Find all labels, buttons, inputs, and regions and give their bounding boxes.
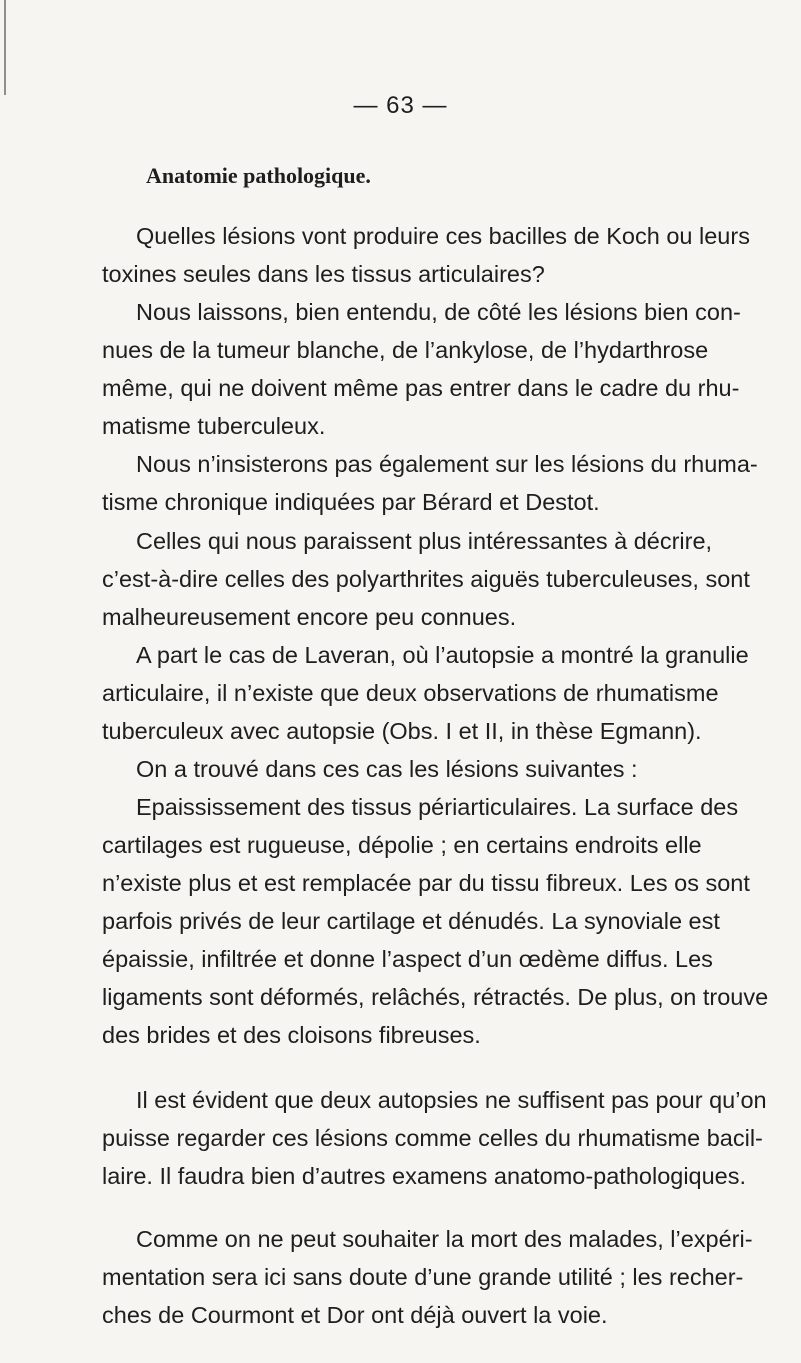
paragraph-9-line-3: ches de Courmont et Dor ont déjà ouvert la voie. bbox=[102, 1302, 608, 1328]
paragraph-7-line-7: des brides et des cloisons fibreuses. bbox=[102, 1022, 481, 1048]
paragraph-7-line-5: épaissie, infiltrée et donne l’aspect d’un œdème diffus. Les bbox=[102, 946, 713, 972]
paragraph-8-line-3: laire. Il faudra bien d’autres examens anatomo-pathologiques. bbox=[102, 1163, 747, 1189]
paragraph-3-line-1: Nous n’insisterons pas également sur les lésions du rhuma- bbox=[136, 451, 758, 477]
paragraph-7-line-3: n’existe plus et est remplacée par du tissu fibreux. Les os sont bbox=[102, 870, 750, 896]
page-edge-rule bbox=[4, 0, 6, 95]
paragraph-1-line-2: toxines seules dans les tissus articulaires? bbox=[102, 261, 545, 287]
paragraph-2-line-3: même, qui ne doivent même pas entrer dans le cadre du rhu- bbox=[102, 375, 740, 401]
paragraph-8-line-1: Il est évident que deux autopsies ne suffisent pas pour qu’on bbox=[136, 1087, 767, 1113]
paragraph-4-line-3: malheureusement encore peu connues. bbox=[102, 604, 517, 630]
paragraph-2-line-2: nues de la tumeur blanche, de l’ankylose, de l’hydarthrose bbox=[102, 337, 709, 363]
paragraph-9-line-2: mentation sera ici sans doute d’une grande utilité ; les recher- bbox=[102, 1264, 744, 1290]
paragraph-5-line-1: A part le cas de Laveran, où l’autopsie a montré la granulie bbox=[136, 642, 749, 668]
paragraph-7-line-4: parfois privés de leur cartilage et dénudés. La synoviale est bbox=[102, 908, 720, 934]
paragraph-7-line-2: cartilages est rugueuse, dépolie ; en certains endroits elle bbox=[102, 832, 702, 858]
paragraph-6-line-1: On a trouvé dans ces cas les lésions suivantes : bbox=[136, 756, 638, 782]
paragraph-8-line-2: puisse regarder ces lésions comme celles du rhumatisme bacil- bbox=[102, 1125, 763, 1151]
paragraph-2-line-1: Nous laissons, bien entendu, de côté les lésions bien con- bbox=[136, 299, 741, 325]
paragraph-9-line-1: Comme on ne peut souhaiter la mort des malades, l’expéri- bbox=[136, 1226, 753, 1252]
paragraph-2-line-4: matisme tuberculeux. bbox=[102, 413, 326, 439]
paragraph-7-line-6: ligaments sont déformés, relâchés, rétractés. De plus, on trouve bbox=[102, 984, 769, 1010]
paragraph-3-line-2: tisme chronique indiquées par Bérard et Destot. bbox=[102, 489, 600, 515]
page-number: — 63 — bbox=[353, 92, 448, 119]
paragraph-4-line-1: Celles qui nous paraissent plus intéressantes à décrire, bbox=[136, 528, 713, 554]
paragraph-5-line-2: articulaire, il n’existe que deux observations de rhumatisme bbox=[102, 680, 719, 706]
paragraph-5-line-3: tuberculeux avec autopsie (Obs. I et II, in thèse Egmann). bbox=[102, 718, 702, 744]
section-heading: Anatomie pathologique. bbox=[146, 163, 371, 188]
paragraph-4-line-2: c’est-à-dire celles des polyarthrites aiguës tuberculeuses, sont bbox=[102, 566, 750, 592]
paragraph-1-line-1: Quelles lésions vont produire ces bacilles de Koch ou leurs bbox=[136, 223, 750, 249]
paragraph-7-line-1: Epaississement des tissus périarticulaires. La surface des bbox=[136, 794, 739, 820]
